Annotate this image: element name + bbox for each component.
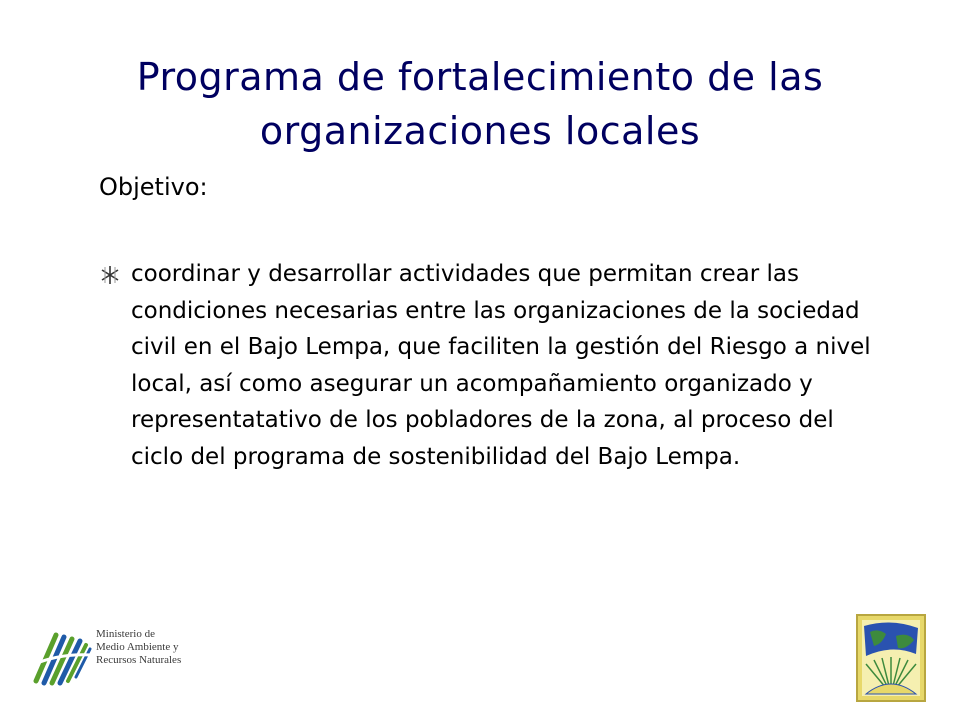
ministry-logo-line-2: Medio Ambiente y [96,641,179,653]
ministry-logo-icon [30,625,96,687]
ministry-logo-line-1: Ministerio de [96,628,155,640]
slide-title-line-1: Programa de fortalecimiento de las [136,55,824,99]
slide-title [100,50,860,158]
bullet-text: coordinar y desarrollar actividades que permitan crear las condiciones necesarias entre las organizaciones de la sociedad civil en el Bajo Lempa, que faciliten la gestión del Riesgo a nivel local, así como asegurar un acompañamiento organizado y representatativo de los pobladores de la zona, al proceso del ciclo del programa de sostenibilidad del Bajo Lempa. [131,261,871,470]
bullet-item [99,256,879,475]
slide-title-line-2: organizaciones locales [259,109,701,153]
objective-label: Objetivo: [99,173,208,201]
emblem-logo-icon [856,614,926,702]
ministry-logo [30,620,180,695]
ministry-logo-line-3: Recursos Naturales [96,654,182,666]
bullet-star-icon [99,264,121,286]
ministry-logo-text [96,628,181,667]
